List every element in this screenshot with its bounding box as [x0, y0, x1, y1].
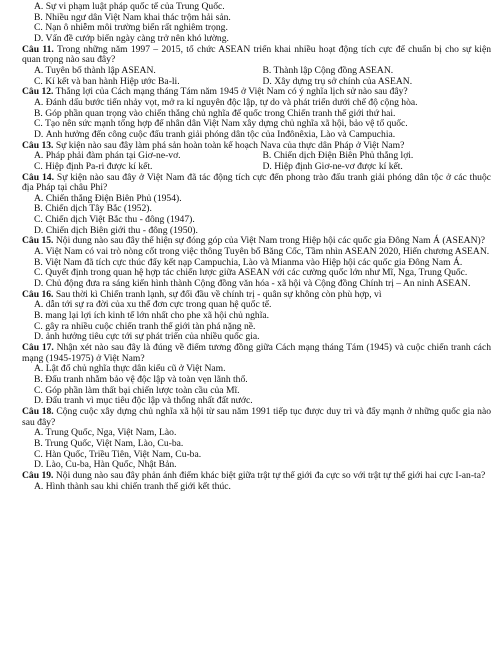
- answer-option: C. Nạn ô nhiễm môi trường biển rất nghiêm trọng.: [34, 23, 228, 34]
- question-stem: [22, 290, 491, 301]
- answer-option: A. Hình thành sau khi chiến tranh thế giới kết thúc.: [34, 481, 231, 492]
- answer-option: B. Chiến dịch Điện Biên Phủ thắng lợi.: [262, 151, 414, 162]
- question-number: Câu 19.: [22, 469, 54, 481]
- answer-option: C. Chiến dịch Việt Bắc thu - đông (1947).: [34, 215, 195, 226]
- question-text: Trong những năm 1997 – 2015, tổ chức ASEAN triển khai nhiều hoạt động tích cực để chuẩn bị cho sự kiện quan trọng nào sau đây?: [22, 43, 491, 66]
- answer-option: A. dẫn tới sự ra đời của xu thế đơn cực trong quan hệ quốc tế.: [34, 300, 272, 311]
- answer-option: A. Pháp phải đàm phán tại Giơ-ne-vơ.: [34, 151, 181, 162]
- answer-option: C. Hiệp định Pa-ri được kí kết.: [34, 161, 153, 172]
- answer-option: D. ảnh hưởng tiêu cực tới sự phát triển của nhiều quốc gia.: [34, 332, 260, 343]
- answer-option: C. Quyết định trong quan hệ hợp tác chiến lược giữa ASEAN với các cường quốc lớn như Mĩ, Nga, Trung Quốc.: [34, 267, 468, 279]
- question-number: Câu 11.: [22, 43, 54, 55]
- question-text: Sự kiện nào sau đây ở Việt Nam đã tác động tích cực đến phong trào đấu tranh giải phóng dân tộc ở các thuộc địa Pháp tại châu Phi?: [22, 171, 491, 194]
- question-number: Câu 17.: [22, 342, 54, 353]
- question-text: Nhận xét nào sau đây là đúng về điểm tương đồng giữa Cách mạng tháng Tám (1945) và cuộc chiến tranh cách mạng (1945-1975) ở Việt Nam?: [22, 342, 492, 364]
- question-number: Câu 14.: [22, 171, 54, 183]
- answer-option: C. Kí kết và ban hành Hiệp ước Ba-li.: [34, 76, 180, 87]
- question-stem: [22, 407, 491, 428]
- answer-option: D. Chiến dịch Biên giới thu - đông (1950).: [34, 225, 198, 236]
- question-text: Thắng lợi của Cách mạng tháng Tám năm 1945 ở Việt Nam có ý nghĩa lịch sử nào sau đây?: [53, 86, 408, 98]
- answer-option: D. Lào, Cu-ba, Hàn Quốc, Nhật Bản.: [34, 460, 177, 471]
- answer-option: D. Xây dựng trụ sở chính của ASEAN.: [262, 76, 413, 87]
- question-text: Nội dung nào sau đây thể hiện sự đóng góp của Việt Nam trong Hiệp hội các quốc gia Đông Nam Á (ASEAN)?: [53, 235, 485, 247]
- question-number: Câu 13.: [22, 139, 54, 151]
- answer-option: B. Góp phần quan trọng vào chiến thắng chủ nghĩa đế quốc trong Chiến tranh thế giới thứ hai.: [34, 108, 396, 119]
- question-stem: [22, 471, 491, 482]
- answer-option: A. Chiến thắng Điện Biên Phủ (1954).: [34, 193, 182, 204]
- answer-option: A. Trung Quốc, Nga, Việt Nam, Lào.: [34, 428, 177, 439]
- answer-option: C. Tạo nên sức mạnh tổng hợp để nhân dân Việt Nam xây dựng chủ nghĩa xã hội, bảo vệ tổ quốc.: [34, 119, 408, 130]
- answer-option: D. Hiệp định Giơ-ne-vơ được kí kết.: [262, 161, 403, 172]
- answer-option: C. Hàn Quốc, Triều Tiên, Việt Nam, Cu-ba.: [34, 449, 202, 460]
- question-text: Cộng cuộc xây dựng chủ nghĩa xã hội từ sau năm 1991 tiếp tục được duy trì và đẩy mạnh ở những quốc gia nào sau đây?: [22, 405, 492, 428]
- answer-option: D. Ảnh hưởng đến công cuộc đấu tranh giải phóng dân tộc của Inđônêxia, Lào và Campuchia.: [34, 129, 396, 140]
- answer-option: D. Vấn đề cướp biển ngày càng trở nên khó lường.: [34, 33, 229, 44]
- answer-option: D. Đấu tranh vì mục tiêu độc lập và thống nhất đất nước.: [34, 396, 253, 407]
- answer-option: B. Chiến dịch Tây Bắc (1952).: [34, 204, 152, 215]
- answer-option: A. Sự vi phạm luật pháp quốc tế của Trung Quốc.: [34, 2, 225, 12]
- question-number: Câu 12.: [22, 86, 54, 98]
- answer-option: D. Chủ động đưa ra sáng kiến hình thành Cộng đồng văn hóa - xã hội và Cộng đồng Chính trị – An ninh ASEAN.: [34, 278, 471, 290]
- answer-option: B. mang lại lợi ích kinh tế lớn nhất cho phe xã hội chủ nghĩa.: [34, 311, 270, 322]
- question-stem: [22, 45, 491, 66]
- question-number: Câu 16.: [22, 288, 54, 300]
- answer-option: B. Thành lập Cộng đồng ASEAN.: [262, 65, 394, 76]
- answer-option: C. Góp phần làm thất bại chiến lược toàn cầu của Mĩ.: [34, 385, 240, 396]
- question-stem: [22, 87, 491, 98]
- answer-option: A. Đánh dấu bước tiến nhảy vọt, mở ra kỉ nguyên độc lập, tự do và phát triển dưới chế độ cộng hòa.: [34, 97, 418, 108]
- question-number: Câu 15.: [22, 235, 54, 247]
- answer-option: B. Đấu tranh nhằm bảo vệ độc lập và toàn vẹn lãnh thổ.: [34, 374, 248, 385]
- answer-option-row: [22, 66, 491, 77]
- question-text: Sự kiện nào sau đây làm phá sản hoàn toàn kế hoạch Nava của thực dân Pháp ở Việt Nam?: [53, 139, 405, 151]
- answer-option: A. Việt Nam có vai trò nòng cốt trong việc thông Tuyên bố Băng Cốc, Tầm nhìn ASEAN 2020, Hiến chương ASEAN.: [34, 246, 490, 258]
- answer-option: B. Trung Quốc, Việt Nam, Lào, Cu-ba.: [34, 438, 184, 449]
- question-text: Sau thời kì Chiến tranh lạnh, sự đối đầu về chính trị - quân sự không còn phù hợp, vì: [53, 288, 382, 300]
- answer-option: B. Việt Nam đã tích cực thúc đẩy kết nạp Campuchia, Lào và Mianma vào Hiệp hội các quốc gia Đông Nam Á.: [34, 256, 463, 268]
- question-stem: [22, 343, 491, 364]
- question-number: Câu 18.: [22, 405, 54, 417]
- question-text: Nội dung nào sau đây phản ánh điểm khác biệt giữa trật tự thế giới đa cực so với trật tự thế giới hai cực I-an-ta?: [53, 469, 486, 481]
- answer-option: A. Lật đổ chủ nghĩa thực dân kiểu cũ ở Việt Nam.: [34, 364, 226, 375]
- answer-option: A. Tuyên bố thành lập ASEAN.: [34, 65, 156, 76]
- question-stem: [22, 141, 491, 152]
- answer-option: C. gây ra nhiều cuộc chiến tranh thế giới tàn phá nặng nề.: [34, 321, 256, 332]
- answer-option: B. Nhiều ngư dân Việt Nam khai thác trộm hải sản.: [34, 12, 231, 23]
- question-stem: [22, 173, 491, 194]
- answer-option-row: [22, 151, 491, 162]
